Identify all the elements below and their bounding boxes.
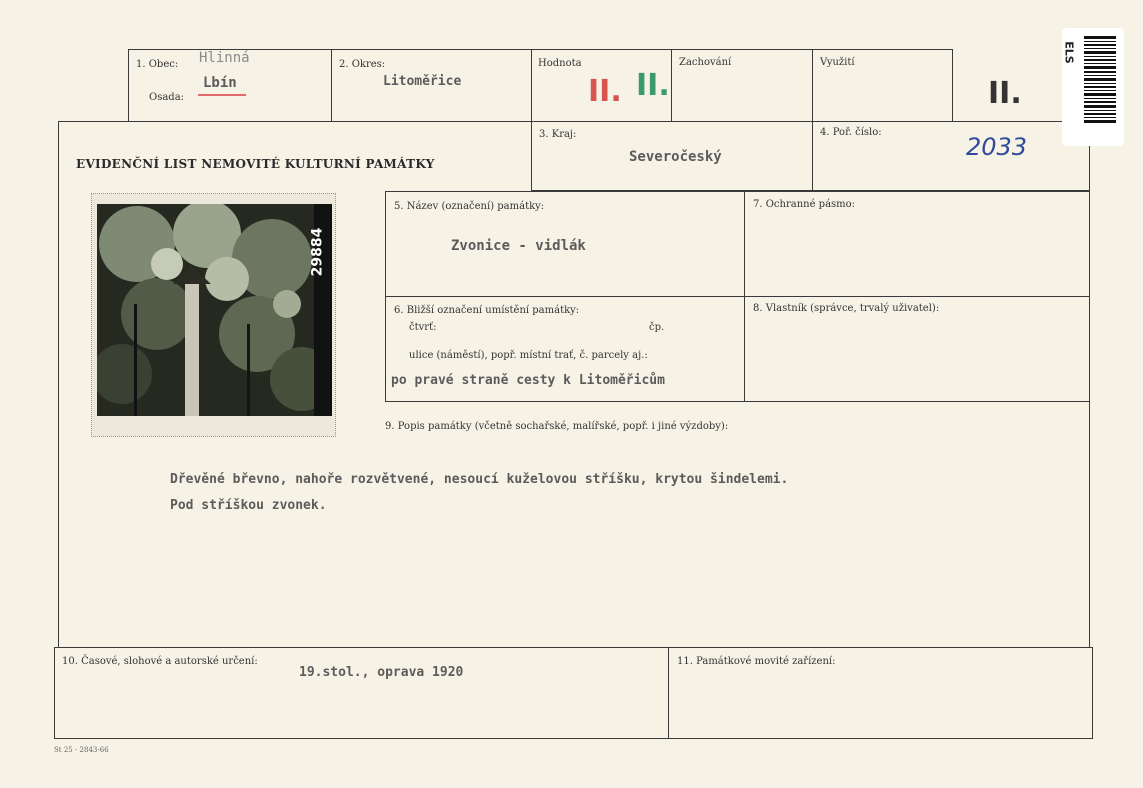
border-line <box>331 49 332 121</box>
urceni-label: 10. Časové, slohové a autorské určení: <box>62 656 258 667</box>
umisteni-label: 6. Bližší označení umístění památky: <box>394 305 580 316</box>
border-line <box>1089 121 1090 647</box>
border-line <box>58 121 1089 122</box>
border-line <box>128 49 129 121</box>
border-line <box>54 647 55 738</box>
border-line <box>385 401 1089 402</box>
border-line <box>128 49 953 50</box>
por-cislo-label: 4. Poř. číslo: <box>820 127 882 138</box>
hodnota-green: II. <box>636 68 670 103</box>
barcode-icon <box>1084 36 1116 124</box>
border-line <box>671 49 672 121</box>
border-line <box>668 647 669 738</box>
ochranne-pasmo-label: 7. Ochranné pásmo: <box>753 199 856 210</box>
border-line <box>54 647 1092 648</box>
hodnota-red: II. <box>588 74 622 109</box>
popis-label: 9. Popis památky (včetně sochařské, malířské, popř. i jiné výzdoby): <box>385 421 729 432</box>
corner-mark: II. <box>988 76 1022 111</box>
vlastnik-label: 8. Vlastník (správce, trvalý uživatel): <box>753 303 940 314</box>
border-line <box>385 296 1089 297</box>
card-title: EVIDENČNÍ LIST NEMOVITÉ KULTURNÍ PAMÁTKY <box>76 157 435 171</box>
photo-image <box>97 204 332 416</box>
kraj-value: Severočeský <box>629 149 722 165</box>
monument-photo <box>91 193 336 437</box>
ctvrt-label: čtvrť: <box>409 322 437 333</box>
okres-label: 2. Okres: <box>339 59 386 70</box>
border-line <box>812 49 813 190</box>
belfry-photo-icon <box>97 204 332 416</box>
border-line <box>385 191 1089 192</box>
okres-value: Litoměřice <box>383 74 462 89</box>
footer-code: St 25 - 2843-66 <box>54 746 109 754</box>
hodnota-label: Hodnota <box>538 58 582 69</box>
popis-line-2: Pod stříškou zvonek. <box>170 498 327 513</box>
border-line <box>531 49 532 190</box>
border-line <box>58 121 59 647</box>
osada-underline <box>198 94 246 96</box>
nazev-value: Zvonice - vidlák <box>451 238 586 254</box>
ulice-label: ulice (náměstí), popř. místní trať, č. parcely aj.: <box>409 350 648 361</box>
urceni-value: 19.stol., oprava 1920 <box>299 665 464 680</box>
osada-label: Osada: <box>149 92 185 103</box>
nazev-label: 5. Název (označení) památky: <box>394 201 545 212</box>
border-line <box>1092 647 1093 738</box>
obec-label: 1. Obec: <box>136 59 179 70</box>
vyuziti-label: Využití <box>820 57 855 68</box>
umisteni-value: po pravé straně cesty k Litoměřicům <box>391 373 665 388</box>
border-line <box>54 738 1093 739</box>
zachovani-label: Zachování <box>679 57 732 68</box>
barcode-sticker <box>1062 28 1124 146</box>
border-line <box>952 49 953 121</box>
obec-value: Hlinná <box>199 50 250 66</box>
popis-line-1: Dřevěné břevno, nahoře rozvětvené, nesoucí kuželovou stříšku, krytou šindelemi. <box>170 472 789 487</box>
photo-number: 29884 <box>309 227 326 277</box>
cp-label: čp. <box>649 322 665 333</box>
por-cislo-value: 2033 <box>966 133 1028 161</box>
osada-value: Lbín <box>203 75 237 91</box>
kraj-label: 3. Kraj: <box>539 129 577 140</box>
sticker-text: ELS <box>1062 41 1076 64</box>
zarizeni-label: 11. Památkové movité zařízení: <box>677 656 836 667</box>
